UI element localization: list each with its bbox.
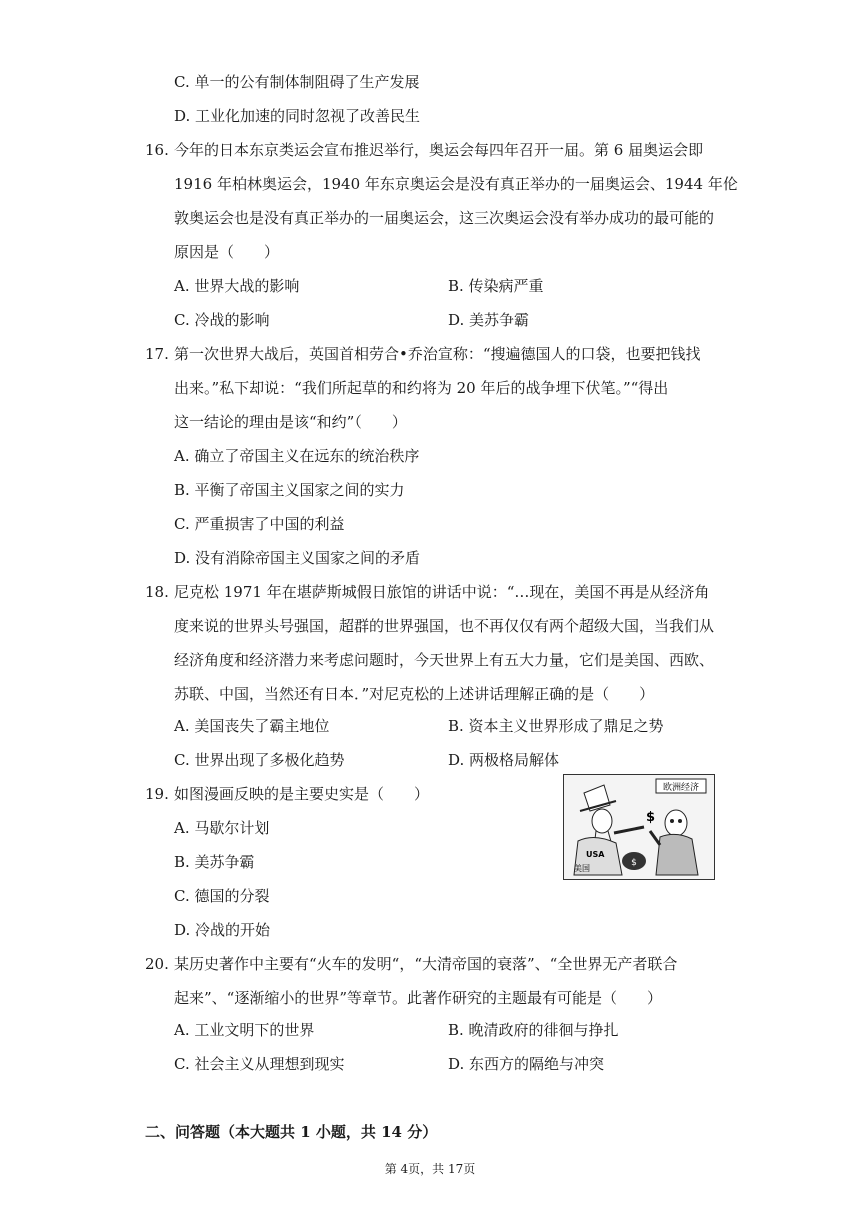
q18-stem-line: 经济角度和经济潜力来考虑问题时，今天世界上有五大力量，它们是美国、西欧、 <box>174 651 715 669</box>
q17-option-c: C. 严重损害了中国的利益 <box>174 515 345 533</box>
q20-option-a: A. 工业文明下的世界 <box>174 1021 315 1039</box>
q15-option-c: C. 单一的公有制体制阻碍了生产发展 <box>174 73 420 91</box>
q17-option-a: A. 确立了帝国主义在远东的统治秩序 <box>174 447 420 465</box>
q18-option-c: C. 世界出现了多极化趋势 <box>174 751 345 769</box>
q20-option-b: B. 晚清政府的徘徊与挣扎 <box>448 1021 619 1039</box>
q16-number: 16. <box>145 141 169 159</box>
q17-stem-line: 这一结论的理由是该“和约”（ ） <box>174 413 407 431</box>
marshall-plan-cartoon <box>563 774 715 880</box>
q16-stem-line: 原因是（ ） <box>174 243 280 261</box>
cartoon-usa-text: USA <box>586 850 605 859</box>
q16-stem-line: 1916 年柏林奥运会，1940 年东京奥运会是没有真正举办的一届奥运会、1944 年伦 <box>174 175 738 193</box>
q16-option-a: A. 世界大战的影响 <box>174 277 300 295</box>
cartoon-illustration <box>564 775 714 879</box>
section-heading: 二、问答题（本大题共 1 小题，共 14 分） <box>145 1123 438 1141</box>
q20-stem-line: 起来”、“逐渐缩小的世界”等章节。此著作研究的主题最有可能是（ ） <box>174 989 663 1007</box>
cartoon-bag-dollar: $ <box>631 858 637 868</box>
q20-stem-line: 某历史著作中主要有“火车的发明“，“大清帝国的衰落”、“全世界无产者联合 <box>174 955 678 973</box>
q16-option-b: B. 传染病严重 <box>448 277 544 295</box>
q18-option-d: D. 两极格局解体 <box>448 751 560 769</box>
q16-stem-line: 今年的日本东京类运会宣布推迟举行，奥运会每四年召开一届。第 6 届奥运会即 <box>174 141 704 159</box>
q17-option-d: D. 没有消除帝国主义国家之间的矛盾 <box>174 549 421 567</box>
q19-stem: 如图漫画反映的是主要史实是（ ） <box>174 785 430 803</box>
q18-option-a: A. 美国丧失了霸主地位 <box>174 717 330 735</box>
q18-stem-line: 度来说的世界头号强国，超群的世界强国，也不再仅仅有两个超级大国，当我们从 <box>174 617 715 635</box>
q20-number: 20. <box>145 955 169 973</box>
cartoon-dollar-text: $ <box>646 810 656 825</box>
q16-option-d: D. 美苏争霸 <box>448 311 530 329</box>
q17-stem-line: 出来。”私下却说：“我们所起草的和约将为 20 年后的战争埋下伏笔。”“得出 <box>174 379 669 397</box>
page-footer: 第 4页，共 17页 <box>384 1162 476 1176</box>
cartoon-sign-text: 欧洲经济 <box>662 783 700 793</box>
q17-number: 17. <box>145 345 169 363</box>
q15-option-d: D. 工业化加速的同时忽视了改善民生 <box>174 107 421 125</box>
q18-stem-line: 尼克松 1971 年在堪萨斯城假日旅馆的讲话中说：“…现在，美国不再是从经济角 <box>174 583 710 601</box>
q17-stem-line: 第一次世界大战后，英国首相劳合•乔治宣称：“搜遍德国人的口袋，也要把钱找 <box>174 345 701 363</box>
cartoon-country-text: 美国 <box>574 864 590 873</box>
q18-option-b: B. 资本主义世界形成了鼎足之势 <box>448 717 664 735</box>
q16-stem-line: 敦奥运会也是没有真正举办的一届奥运会，这三次奥运会没有举办成功的最可能的 <box>174 209 715 227</box>
q20-option-d: D. 东西方的隔绝与冲突 <box>448 1055 605 1073</box>
q19-option-b: B. 美苏争霸 <box>174 853 255 871</box>
q19-option-c: C. 德国的分裂 <box>174 887 270 905</box>
q16-option-c: C. 冷战的影响 <box>174 311 270 329</box>
q19-number: 19. <box>145 785 169 803</box>
q17-option-b: B. 平衡了帝国主义国家之间的实力 <box>174 481 405 499</box>
q18-number: 18. <box>145 583 169 601</box>
q18-stem-line: 苏联、中国，当然还有日本．”对尼克松的上述讲话理解正确的是（ ） <box>174 685 655 703</box>
q20-option-c: C. 社会主义从理想到现实 <box>174 1055 345 1073</box>
q19-option-d: D. 冷战的开始 <box>174 921 271 939</box>
q19-option-a: A. 马歇尔计划 <box>174 819 270 837</box>
